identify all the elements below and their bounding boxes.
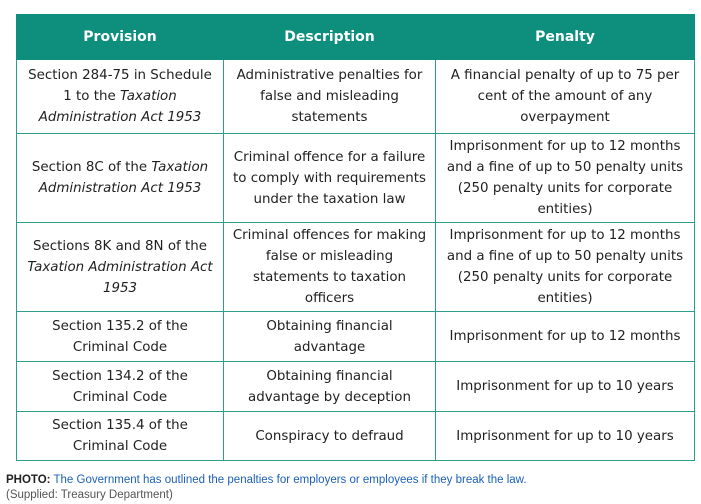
description-cell: Administrative penalties for false and misleading statements — [224, 60, 436, 134]
table-row — [17, 312, 695, 362]
act-title: Taxation Administration Act 1953 — [38, 89, 202, 125]
table-row — [17, 223, 695, 312]
penalty-cell: Imprisonment for up to 12 months and a fine of up to 50 penalty units (250 penalty units for corporate entities) — [436, 223, 695, 312]
provision-cell — [17, 223, 224, 312]
table-row — [17, 412, 695, 461]
provision-cell — [17, 60, 224, 134]
penalty-cell: Imprisonment for up to 12 months and a fine of up to 50 penalty units (250 penalty units for corporate entities) — [436, 134, 695, 223]
header-description: Description — [224, 15, 436, 60]
provision-text: Sections 8K and 8N of the — [33, 238, 207, 254]
header-penalty: Penalty — [436, 15, 695, 60]
table-row — [17, 134, 695, 223]
provision-text: Section 8C of the — [31, 160, 152, 175]
penalty-cell: Imprisonment for up to 10 years — [436, 412, 695, 461]
caption-credit: (Supplied: Treasury Department) — [6, 489, 173, 501]
act-title: Taxation Administration Act 1953 — [38, 160, 209, 196]
description-cell: Conspiracy to defraud — [224, 412, 436, 461]
provision-cell — [17, 412, 224, 461]
header-provision: Provision — [17, 15, 224, 60]
photo-caption — [6, 473, 696, 503]
caption-label: PHOTO: — [6, 474, 51, 486]
description-cell: Obtaining financial advantage by deception — [224, 362, 436, 412]
provision-text: Section 134.2 of the Criminal Code — [52, 368, 188, 405]
act-title: Taxation Administration Act 1953 — [27, 259, 213, 296]
provision-text: Section 135.4 of the Criminal Code — [52, 418, 188, 454]
provision-cell — [17, 312, 224, 362]
table-row — [17, 362, 695, 412]
caption-link[interactable]: The Government has outlined the penalties for employers or employees if they break the law. — [53, 474, 527, 486]
penalty-cell: Imprisonment for up to 10 years — [436, 362, 695, 412]
provision-cell — [17, 134, 224, 223]
table-header-row — [17, 15, 695, 60]
description-cell: Obtaining financial advantage — [224, 312, 436, 362]
provision-text: Section 135.2 of the Criminal Code — [52, 318, 188, 355]
provision-cell — [17, 362, 224, 412]
description-cell: Criminal offences for making false or misleading statements to taxation officers — [224, 223, 436, 312]
table-row — [17, 60, 695, 134]
provision-text: Section 284-75 in Schedule 1 to the — [28, 68, 212, 104]
penalty-cell: A financial penalty of up to 75 per cent of the amount of any overpayment — [436, 60, 695, 134]
penalties-table — [16, 14, 695, 461]
penalty-cell: Imprisonment for up to 12 months — [436, 312, 695, 362]
description-cell: Criminal offence for a failure to comply with requirements under the taxation law — [224, 134, 436, 223]
